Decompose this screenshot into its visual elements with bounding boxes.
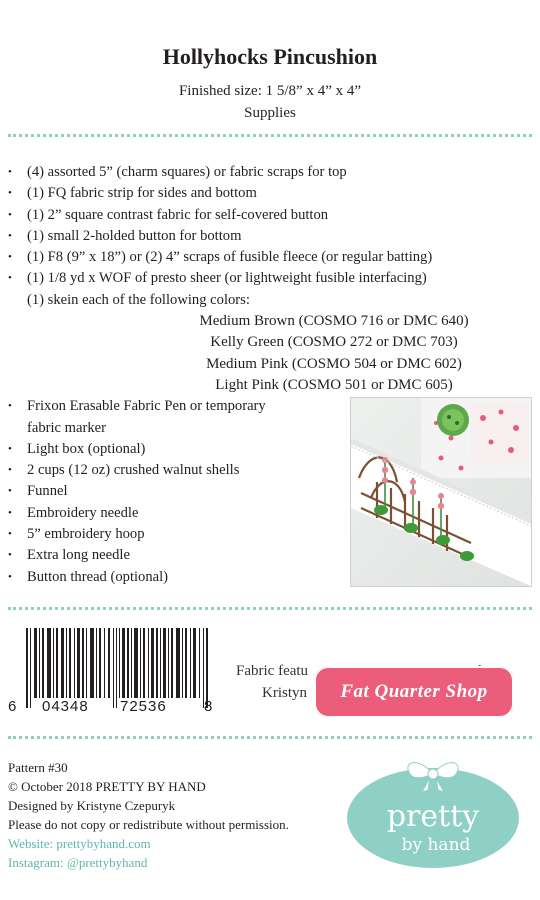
- color-item: Light Pink (COSMO 501 or DMC 605): [215, 376, 453, 393]
- list-item: • (1) 1/8 yd x WOF of presto sheer (or lightweight fusible interfacing): [8, 268, 540, 289]
- bullet-icon: •: [8, 570, 12, 583]
- section-heading: Supplies: [244, 105, 296, 121]
- barcode-digits-left: 04348: [42, 698, 89, 715]
- color-item: Kelly Green (COSMO 272 or DMC 703): [210, 334, 458, 351]
- list-item: • 5” embroidery hoop: [8, 524, 540, 545]
- bullet-icon: •: [8, 229, 12, 242]
- copyright: © October 2018 PRETTY BY HAND: [8, 779, 206, 794]
- divider-bottom: [8, 736, 532, 739]
- pincushion-photo: [350, 397, 532, 587]
- bullet-icon: •: [8, 400, 12, 413]
- bullet-icon: •: [8, 272, 12, 285]
- bullet-icon: •: [8, 464, 12, 477]
- list-item: • (1) 2” square contrast fabric for self-covered button: [8, 205, 540, 226]
- pattern-title: Hollyhocks Pincushion: [162, 44, 378, 69]
- fabric-credit: Fabric featu Kristyn: [236, 663, 309, 701]
- bullet-icon: •: [8, 187, 12, 200]
- color-item: Medium Pink (COSMO 504 or DMC 602): [206, 355, 462, 372]
- bullet-icon: •: [8, 251, 12, 264]
- pretty-by-hand-logo: [344, 752, 522, 870]
- list-item: • (4) assorted 5” (charm squares) or fabric scraps for top: [8, 162, 540, 183]
- fat-quarter-shop-logo: Fat Quarter Shop: [314, 666, 514, 718]
- list-item: • 2 cups (12 oz) crushed walnut shells: [8, 460, 540, 481]
- pattern-number: Pattern #30: [8, 760, 68, 775]
- divider-middle: [8, 607, 532, 610]
- barcode-digit-last: 8: [204, 698, 214, 715]
- list-item: • Frixon Erasable Fabric Pen or temporary: [8, 396, 540, 417]
- bullet-icon: •: [8, 166, 12, 178]
- list-item: • (1) F8 (9” x 18”) or (2) 4” scraps of fusible fleece (or regular batting): [8, 247, 540, 268]
- logo-word-pretty: pretty: [386, 799, 480, 834]
- footer-info: [8, 758, 289, 872]
- website-link[interactable]: Website: prettybyhand.com: [8, 836, 151, 851]
- instagram-link[interactable]: Instagram: @prettybyhand: [8, 855, 148, 870]
- bullet-icon: •: [8, 549, 12, 562]
- list-item: • (1) small 2-holded button for bottom: [8, 226, 540, 247]
- bullet-icon: •: [8, 506, 12, 519]
- bullet-icon: •: [8, 208, 12, 221]
- bullet-icon: •: [8, 485, 12, 498]
- list-item: • Embroidery needle: [8, 503, 540, 524]
- notice: Please do not copy or redistribute without permission.: [8, 817, 289, 832]
- list-item: (1) skein each of the following colors:: [27, 291, 250, 308]
- list-item-continuation: fabric marker: [27, 419, 106, 436]
- logo-word-by-hand: by hand: [401, 835, 471, 855]
- list-item: • Button thread (optional): [8, 567, 540, 588]
- bullet-icon: •: [8, 442, 12, 455]
- divider-top: [8, 134, 532, 137]
- bullet-icon: •: [8, 528, 12, 541]
- list-item: • Funnel: [8, 481, 540, 502]
- barcode-digits-right: 72536: [120, 698, 167, 715]
- list-item: • Light box (optional): [8, 439, 540, 460]
- finished-size: Finished size: 1 5/8” x 4” x 4”: [178, 83, 362, 99]
- list-item: • Extra long needle: [8, 545, 540, 566]
- barcode-digit-first: 6: [8, 698, 18, 715]
- designer: Designed by Kristyne Czepuryk: [8, 798, 176, 813]
- color-item: Medium Brown (COSMO 716 or DMC 640): [199, 313, 469, 330]
- list-item: • (1) FQ fabric strip for sides and bottom: [8, 183, 540, 204]
